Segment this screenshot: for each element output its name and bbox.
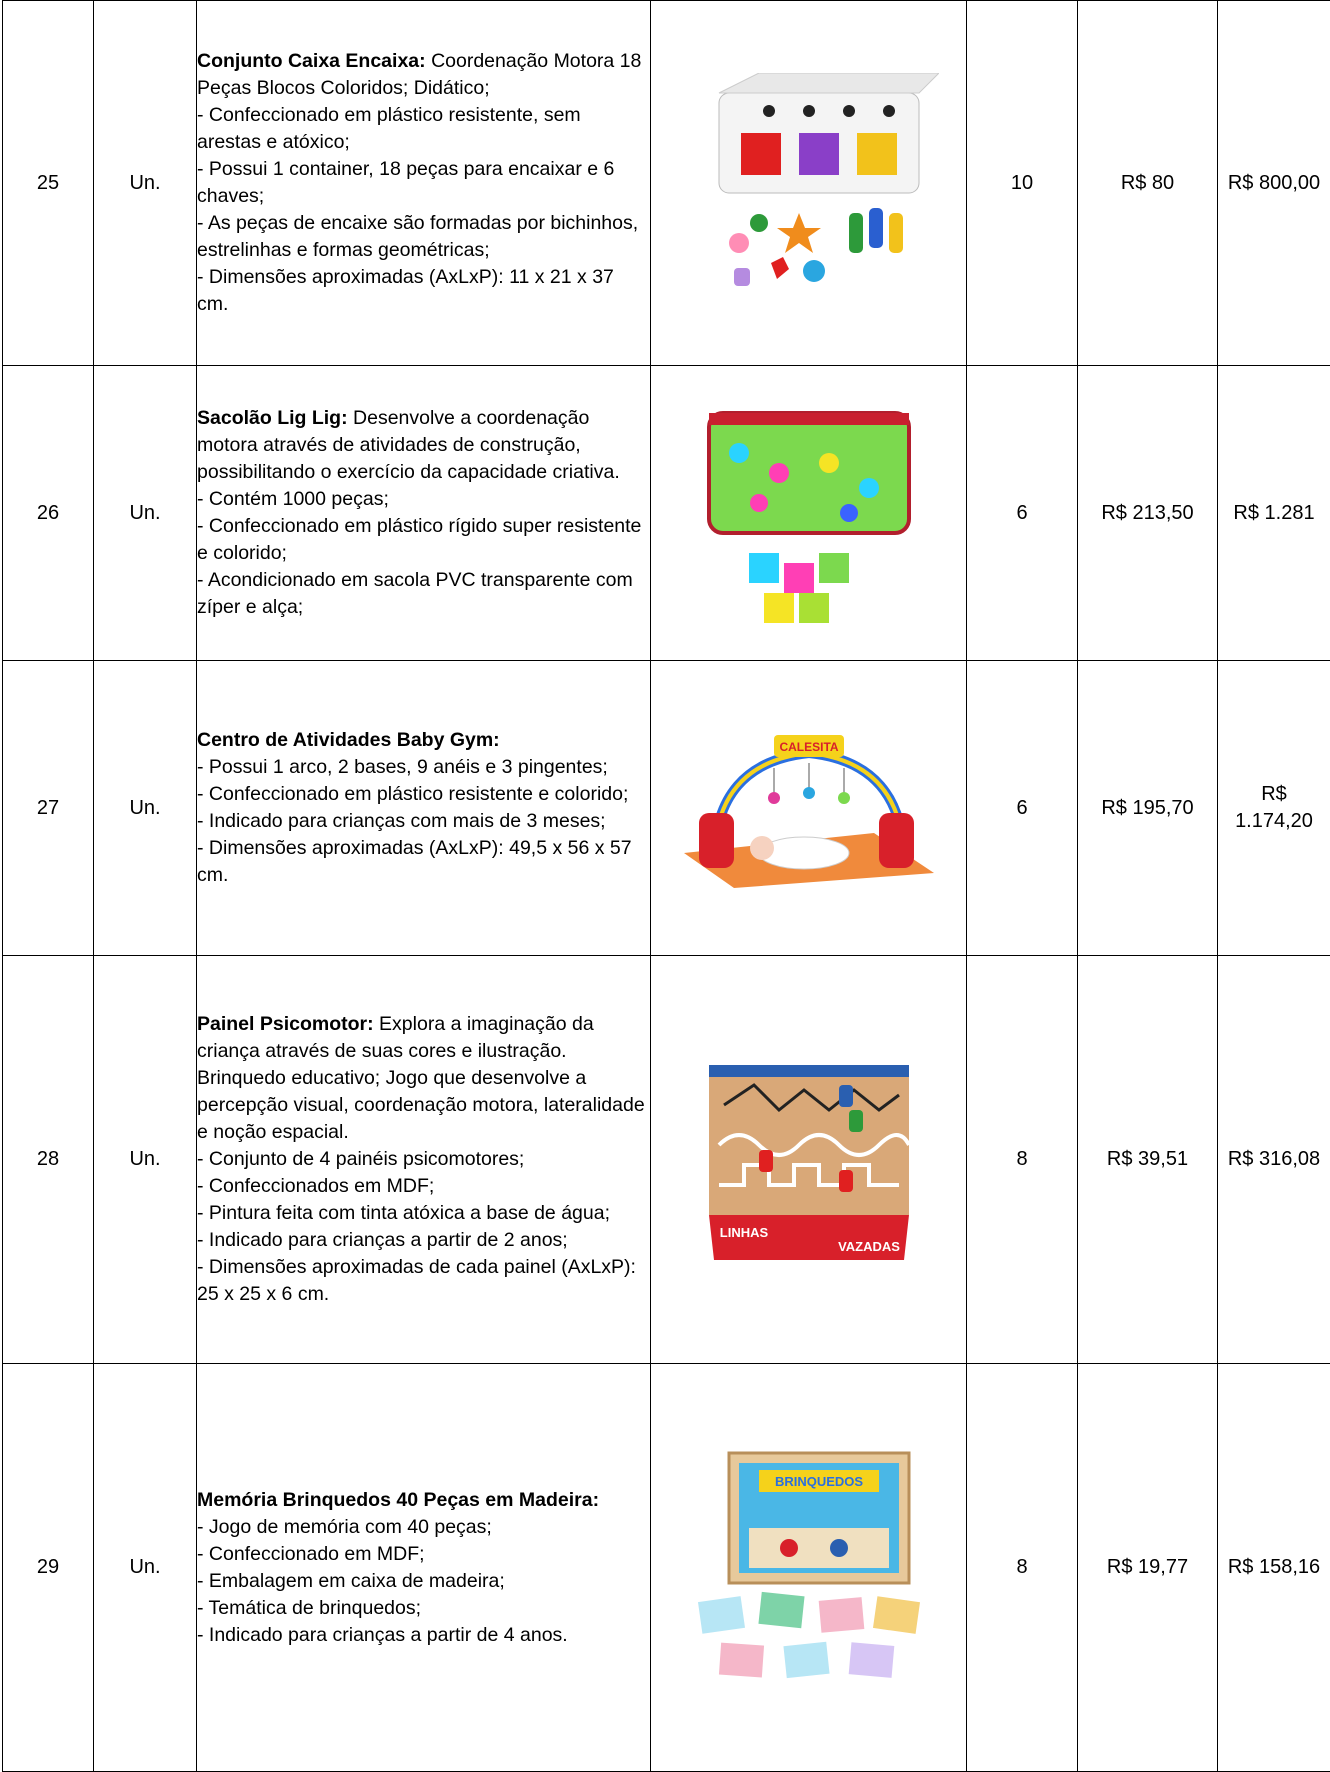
item-bullet: - Confeccionado em plástico rígido super resistente e colorido;: [197, 513, 650, 567]
item-bullet: - Jogo de memória com 40 peças;: [197, 1514, 650, 1541]
item-image-cell: [651, 1, 967, 366]
table-row: [3, 956, 1330, 1364]
item-unit-price: R$ 195,70: [1078, 661, 1218, 956]
item-total: R$ 316,08: [1218, 956, 1330, 1364]
item-bullet: - Indicado para crianças com mais de 3 meses;: [197, 808, 650, 835]
panel-label-right: VAZADAS: [838, 1239, 900, 1254]
item-unit-price: R$ 213,50: [1078, 366, 1218, 661]
item-bullet: - Dimensões aproximadas de cada painel (AxLxP): 25 x 25 x 6 cm.: [197, 1254, 650, 1308]
item-description: [197, 366, 651, 661]
item-bullet: - Possui 1 arco, 2 bases, 9 anéis e 3 pingentes;: [197, 754, 650, 781]
item-bullet: - Acondicionado em sacola PVC transparente com zíper e alça;: [197, 567, 650, 621]
item-intro: Desenvolve a coordenação motora através de atividades de construção, possibilitando o exercício da capacidade criativa.: [197, 407, 620, 483]
item-bullet: - Confeccionado em plástico resistente e colorido;: [197, 781, 650, 808]
item-image-cell: [651, 956, 967, 1364]
item-total: R$ 800,00: [1218, 1, 1330, 366]
item-bullet: - Confeccionados em MDF;: [197, 1173, 650, 1200]
item-bullet: - Confeccionado em plástico resistente, sem arestas e atóxico;: [197, 102, 650, 156]
item-number: 28: [3, 956, 94, 1364]
item-quantity: 8: [967, 1364, 1078, 1772]
item-bullet: - Temática de brinquedos;: [197, 1595, 650, 1622]
item-title: Centro de Atividades Baby Gym:: [197, 727, 650, 754]
item-bullet: - Indicado para crianças a partir de 4 anos.: [197, 1622, 650, 1649]
item-description: [197, 1, 651, 366]
item-unit: Un.: [94, 661, 197, 956]
item-image-cell: [651, 366, 967, 661]
item-bullet: - Indicado para crianças a partir de 2 anos;: [197, 1227, 650, 1254]
item-bullet: - Dimensões aproximadas (AxLxP): 11 x 21 x 37 cm.: [197, 264, 650, 318]
item-number: 26: [3, 366, 94, 661]
item-total-value: R$ 1.174,20: [1229, 781, 1319, 835]
item-number: 29: [3, 1364, 94, 1772]
item-bullet: - Dimensões aproximadas (AxLxP): 49,5 x 56 x 57 cm.: [197, 835, 650, 889]
item-bullet: - As peças de encaixe são formadas por bichinhos, estrelinhas e formas geométricas;: [197, 210, 650, 264]
memory-box-title: BRINQUEDOS: [774, 1474, 862, 1489]
item-intro: Explora a imaginação da criança através de suas cores e ilustração. Brinquedo educativo; Jogo que desenvolve a percepção visual, coordenação motora, lateralidade e noção espacial.: [197, 1013, 645, 1143]
item-bullet: - Embalagem em caixa de madeira;: [197, 1568, 650, 1595]
item-unit: Un.: [94, 956, 197, 1364]
item-bullet: - Possui 1 container, 18 peças para encaixar e 6 chaves;: [197, 156, 650, 210]
item-unit: Un.: [94, 366, 197, 661]
item-quantity: 6: [967, 366, 1078, 661]
item-title: Memória Brinquedos 40 Peças em Madeira:: [197, 1487, 650, 1514]
item-unit: Un.: [94, 1364, 197, 1772]
item-description: [197, 956, 651, 1364]
item-title: Sacolão Lig Lig:: [197, 407, 348, 429]
item-number: 27: [3, 661, 94, 956]
item-title: Painel Psicomotor:: [197, 1013, 374, 1035]
item-image-cell: [651, 661, 967, 956]
item-image-cell: [651, 1364, 967, 1772]
item-intro: Coordenação Motora 18 Peças Blocos Coloridos; Didático;: [197, 50, 641, 99]
shape-sorter-box-image: [679, 73, 939, 293]
item-unit-price: R$ 19,77: [1078, 1364, 1218, 1772]
item-description: [197, 1364, 651, 1772]
memory-game-image: [689, 1448, 929, 1688]
item-quantity: 6: [967, 661, 1078, 956]
table-row: [3, 661, 1330, 956]
products-table: [2, 0, 1330, 1772]
item-total: R$ 158,16: [1218, 1364, 1330, 1772]
table-row: [3, 366, 1330, 661]
table-row: [3, 1, 1330, 366]
item-unit: Un.: [94, 1, 197, 366]
item-title: Conjunto Caixa Encaixa:: [197, 50, 426, 72]
item-unit-price: R$ 80: [1078, 1, 1218, 366]
item-bullet: - Conjunto de 4 painéis psicomotores;: [197, 1146, 650, 1173]
psychomotor-panel-image: [699, 1055, 919, 1265]
item-number: 25: [3, 1, 94, 366]
item-bullet: - Contém 1000 peças;: [197, 486, 650, 513]
item-total: R$ 1.281: [1218, 366, 1330, 661]
item-quantity: 10: [967, 1, 1078, 366]
gym-brand-text: CALESITA: [779, 740, 838, 754]
item-quantity: 8: [967, 956, 1078, 1364]
table-row: [3, 1364, 1330, 1772]
item-unit-price: R$ 39,51: [1078, 956, 1218, 1364]
baby-gym-image: [674, 723, 944, 893]
item-bullet: - Pintura feita com tinta atóxica a base de água;: [197, 1200, 650, 1227]
item-description: [197, 661, 651, 956]
item-total: [1218, 661, 1330, 956]
item-bullet: - Confeccionado em MDF;: [197, 1541, 650, 1568]
lig-lig-bag-image: [699, 393, 919, 633]
panel-label-left: LINHAS: [719, 1225, 768, 1240]
